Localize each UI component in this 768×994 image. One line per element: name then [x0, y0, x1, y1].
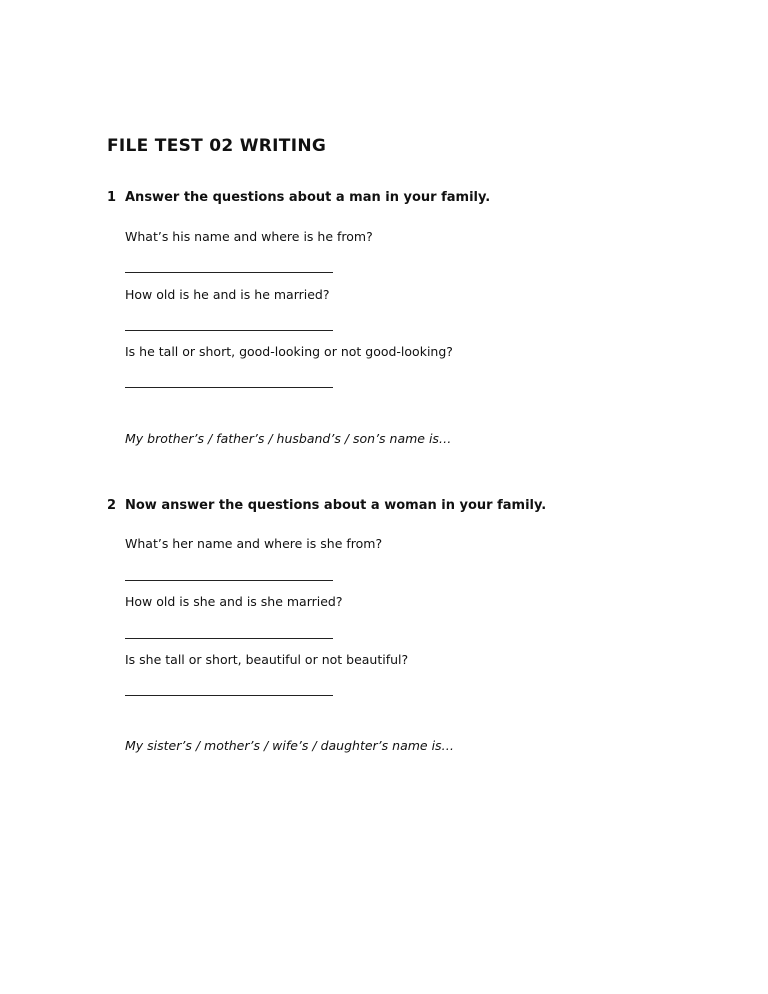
question: How old is he and is he married?: [125, 287, 330, 302]
section-number: 1: [107, 190, 117, 205]
section-heading-text: Answer the questions about a man in your family.: [125, 190, 491, 205]
sentence-prompt: My sister’s / mother’s / wife’s / daughter’s name is…: [125, 738, 455, 753]
answer-line[interactable]: [125, 330, 333, 331]
question: How old is she and is she married?: [125, 594, 343, 609]
section-2-heading: [107, 498, 546, 513]
answer-line[interactable]: [125, 638, 333, 639]
answer-line[interactable]: [125, 580, 333, 581]
page-title: FILE TEST 02 WRITING: [107, 136, 327, 156]
answer-line[interactable]: [125, 695, 333, 696]
answer-line[interactable]: [125, 272, 333, 273]
answer-line[interactable]: [125, 387, 333, 388]
question: What’s his name and where is he from?: [125, 229, 373, 244]
question: Is she tall or short, beautiful or not beautiful?: [125, 652, 409, 667]
sentence-prompt: My brother’s / father’s / husband’s / son’s name is…: [125, 431, 452, 446]
question: Is he tall or short, good-looking or not good-looking?: [125, 344, 453, 359]
section-number: 2: [107, 498, 117, 513]
section-1-heading: [107, 190, 490, 205]
section-heading-text: Now answer the questions about a woman in your family.: [125, 498, 547, 513]
question: What’s her name and where is she from?: [125, 536, 383, 551]
